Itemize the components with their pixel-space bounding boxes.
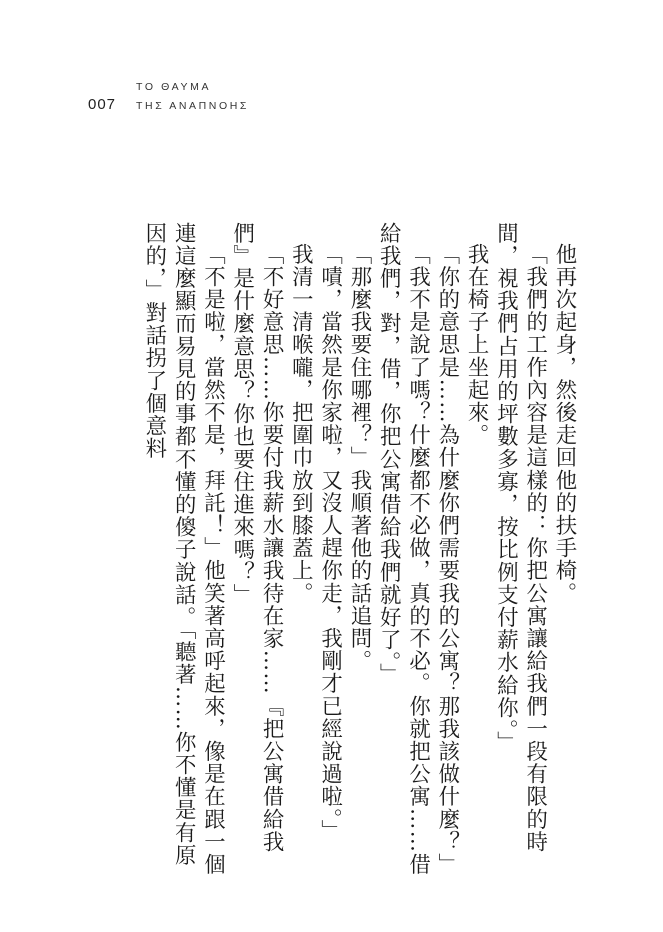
- running-title: [136, 78, 249, 116]
- paragraph-4: 「你的意思是……為什麼你們需要我的公寓？那我該做什麼？」: [434, 243, 460, 877]
- paragraph-5: 「我不是說了嗎？什麼都不必做，真的不必。你就把公寓……借給我們，對，借，你把公寓借給我們就好了。」: [376, 222, 431, 877]
- paragraph-2: 「我們的工作內容是這樣的：你把公寓讓給我們一段有限的時間，視我們占用的坪數多寡，按比例支付薪水給你。」: [493, 222, 548, 854]
- page-number: 007: [88, 96, 117, 113]
- paragraph-3: 我在椅子上坐起來。: [464, 243, 490, 447]
- running-title-line-2: ΤΗΣ ΑΝΑΠΝΟΗΣ: [136, 100, 250, 112]
- paragraph-7: 「嘖，當然是你家啦，又沒人趕你走，我剛才已經說過啦。」: [317, 243, 343, 843]
- running-title-line-1: ΤΟ ΘΑΥΜΑ: [136, 81, 212, 93]
- paragraph-8: 我清一清喉嚨，把圍巾放到膝蓋上。: [288, 243, 314, 605]
- paragraph-10: 「不是啦，當然不是，拜託！」他笑著高呼起來，像是在跟一個連這麼顯而易見的事都不懂的傻子說話。「聽著……你不懂是有原因的，」對話拐了個意料: [141, 222, 226, 877]
- paragraph-9: 「不好意思……你要付我薪水讓我待在家……『把公寓借給我們』是什麼意思？你也要住進來嗎？」: [229, 222, 285, 854]
- vertical-body-text: [82, 222, 579, 882]
- paragraph-1: 他再次起身，然後走回他的扶手椅。: [552, 243, 577, 605]
- paragraph-6: 「那麼我要住哪裡？」我順著他的話追問。: [346, 243, 372, 673]
